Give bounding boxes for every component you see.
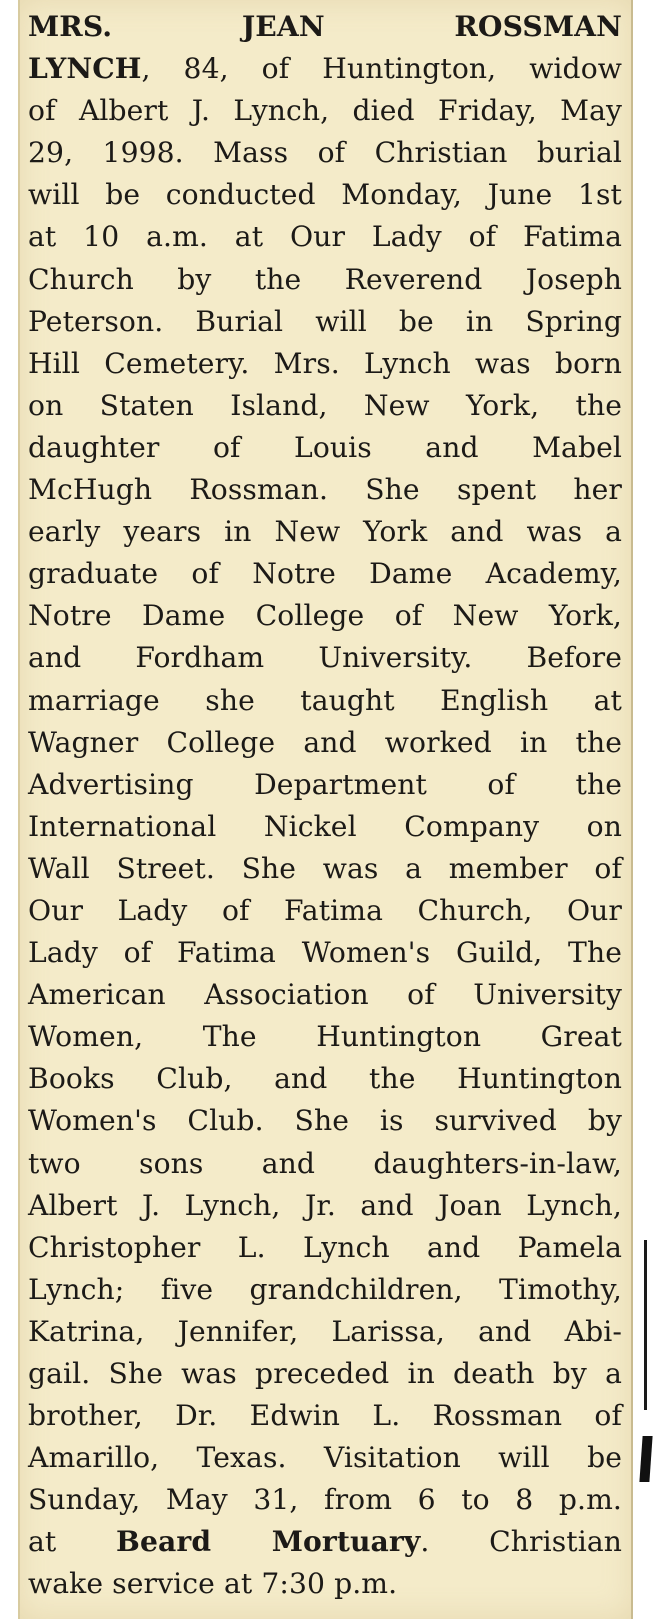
- obituary-line: Katrina, Jennifer, Larissa, and Abi-: [28, 1314, 622, 1348]
- obituary-line: on Staten Island, New York, the: [28, 388, 622, 422]
- obituary-line: Peterson. Burial will be in Spring: [28, 304, 622, 338]
- obituary-name-continued: LYNCH: [28, 52, 142, 86]
- obituary-line: Books Club, and the Huntington: [28, 1062, 622, 1096]
- obituary-line: of Albert J. Lynch, died Friday, May: [28, 94, 622, 128]
- obituary-line: Albert J. Lynch, Jr. and Joan Lynch,: [28, 1188, 622, 1222]
- clipping-right-edge: [631, 0, 633, 1619]
- obituary-line: will be conducted Monday, June 1st: [28, 178, 622, 212]
- obituary-line: marriage she taught English at: [28, 683, 622, 717]
- obituary-line-text: , 84, of Huntington, widow: [141, 52, 622, 86]
- obituary-line: Lynch; five grandchildren, Timothy,: [28, 1272, 622, 1306]
- obituary-line: Advertising Department of the: [28, 767, 622, 801]
- obituary-line: McHugh Rossman. She spent her: [28, 473, 622, 507]
- obituary-line: brother, Dr. Edwin L. Rossman of: [28, 1399, 622, 1433]
- scan-edge-mark-dark: [639, 1436, 652, 1482]
- obituary-line: early years in New York and was a: [28, 515, 622, 549]
- obituary-line: American Association of University: [28, 978, 622, 1012]
- obituary-line: Wagner College and worked in the: [28, 725, 622, 759]
- obituary-line: Wall Street. She was a member of: [28, 851, 622, 885]
- obituary-line: and Fordham University. Before: [28, 641, 622, 675]
- obituary-line: gail. She was preceded in death by a: [28, 1357, 622, 1390]
- obituary-line: Amarillo, Texas. Visitation will be: [28, 1441, 622, 1475]
- obituary-line: Women's Club. She is survived by: [28, 1104, 622, 1138]
- obituary-line: Women, The Huntington Great: [28, 1020, 622, 1054]
- obituary-line: [28, 48, 622, 90]
- obituary-line: daughter of Louis and Mabel: [28, 430, 622, 464]
- scan-edge-mark: [644, 1240, 647, 1410]
- obituary-headline: MRS. JEAN ROSSMAN: [28, 10, 622, 43]
- obituary-line: at 10 a.m. at Our Lady of Fatima: [28, 220, 622, 254]
- obituary-line: Christopher L. Lynch and Pamela: [28, 1230, 622, 1264]
- obituary-line: Sunday, May 31, from 6 to 8 p.m.: [28, 1483, 622, 1517]
- obituary-line: [28, 1521, 622, 1563]
- obituary-line-text: at: [28, 1525, 117, 1559]
- obituary-line-last: wake service at 7:30 p.m.: [28, 1567, 398, 1601]
- obituary-line: graduate of Notre Dame Academy,: [28, 557, 622, 591]
- clipping-left-edge: [18, 0, 20, 1619]
- obituary-line: Lady of Fatima Women's Guild, The: [28, 936, 622, 970]
- obituary-line-text: . Christian: [420, 1525, 623, 1559]
- obituary-line: Church by the Reverend Joseph: [28, 262, 622, 296]
- obituary-line: two sons and daughters-in-law,: [28, 1146, 622, 1180]
- obituary-line: International Nickel Company on: [28, 809, 622, 843]
- obituary-text: [28, 6, 622, 1606]
- obituary-line: 29, 1998. Mass of Christian burial: [28, 136, 622, 170]
- obituary-line: Our Lady of Fatima Church, Our: [28, 893, 622, 927]
- mortuary-name: Beard Mortuary: [116, 1525, 421, 1559]
- obituary-line: Notre Dame College of New York,: [28, 599, 622, 633]
- obituary-line: Hill Cemetery. Mrs. Lynch was born: [28, 346, 622, 380]
